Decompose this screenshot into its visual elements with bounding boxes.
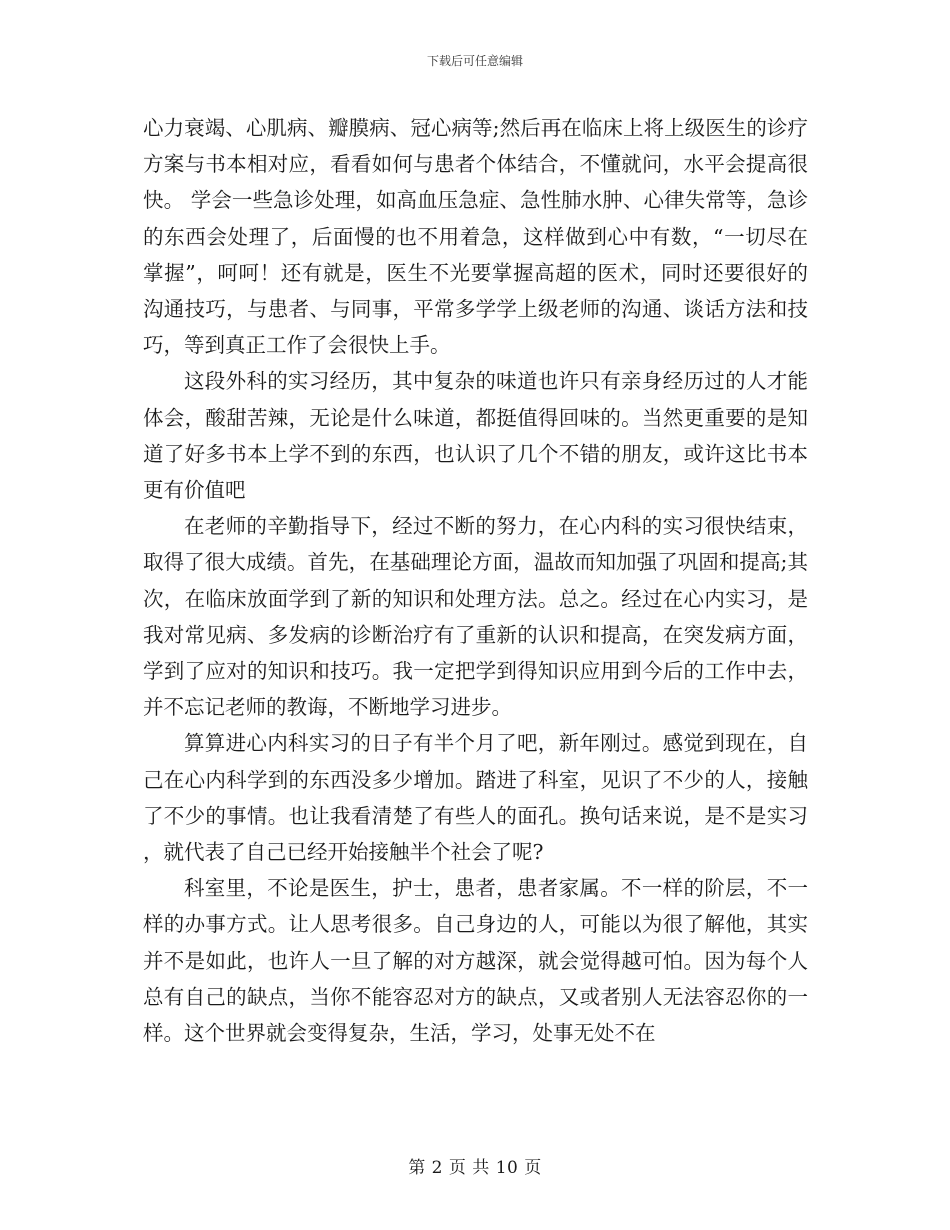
paragraph-2: 这段外科的实习经历，其中复杂的味道也许只有亲身经历过的人才能体会，酸甜苦辣，无论是什么味道，都挺值得回味的。当然更重要的是知道了好多书本上学不到的东西，也认识了几个不错的朋友，或许这比书本更有价值吧	[143, 369, 808, 503]
paragraph-5: 科室里，不论是医生，护士，患者，患者家属。不一样的阶层，不一样的办事方式。让人思考很多。自己身边的人，可能以为很了解他，其实并不是如此，也许人一旦了解的对方越深，就会觉得越可怕。因为每个人总有自己的缺点，当你不能容忍对方的缺点，又或者别人无法容忍你的一样。这个世界就会变得复杂，生活，学习，处事无处不在	[143, 876, 808, 1046]
paragraph-3: 在老师的辛勤指导下，经过不断的努力，在心内科的实习很快结束，取得了很大成绩。首先，在基础理论方面，温故而知加强了巩固和提高;其次，在临床放面学到了新的知识和处理方法。总之。经过在心内实习，是我对常见病、多发病的诊断治疗有了重新的认识和提高，在突发病方面，学到了应对的知识和技巧。我一定把学到得知识应用到今后的工作中去，并不忘记老师的教诲，不断地学习进步。	[143, 514, 808, 720]
page-header: 下载后可任意编辑	[426, 54, 523, 68]
paragraph-1: 心力衰竭、心肌病、瓣膜病、冠心病等;然后再在临床上将上级医生的诊疗方案与书本相对应，看看如何与患者个体结合，不懂就问，水平会提高很快。 学会一些急诊处理，如高血压急症、急性肺水肿、心律失常等，急诊的东西会处理了，后面慢的也不用着急，这样做到心中有数，“一切尽在掌握”，呵呵！还有就是，医生不光要掌握高超的医术，同时还要很好的沟通技巧，与患者、与同事，平常多学学上级老师的沟通、谈话方法和技巧，等到真正工作了会很快上手。	[143, 116, 808, 358]
page-number-footer: 第 2 页 共 10 页	[408, 1158, 542, 1178]
paragraph-4: 算算进心内科实习的日子有半个月了吧，新年刚过。感觉到现在，自己在心内科学到的东西没多少增加。踏进了科室，见识了不少的人，接触了不少的事情。也让我看清楚了有些人的面孔。换句话来说，是不是实习，就代表了自己已经开始接触半个社会了呢?	[143, 731, 808, 865]
document-body	[143, 110, 808, 1051]
